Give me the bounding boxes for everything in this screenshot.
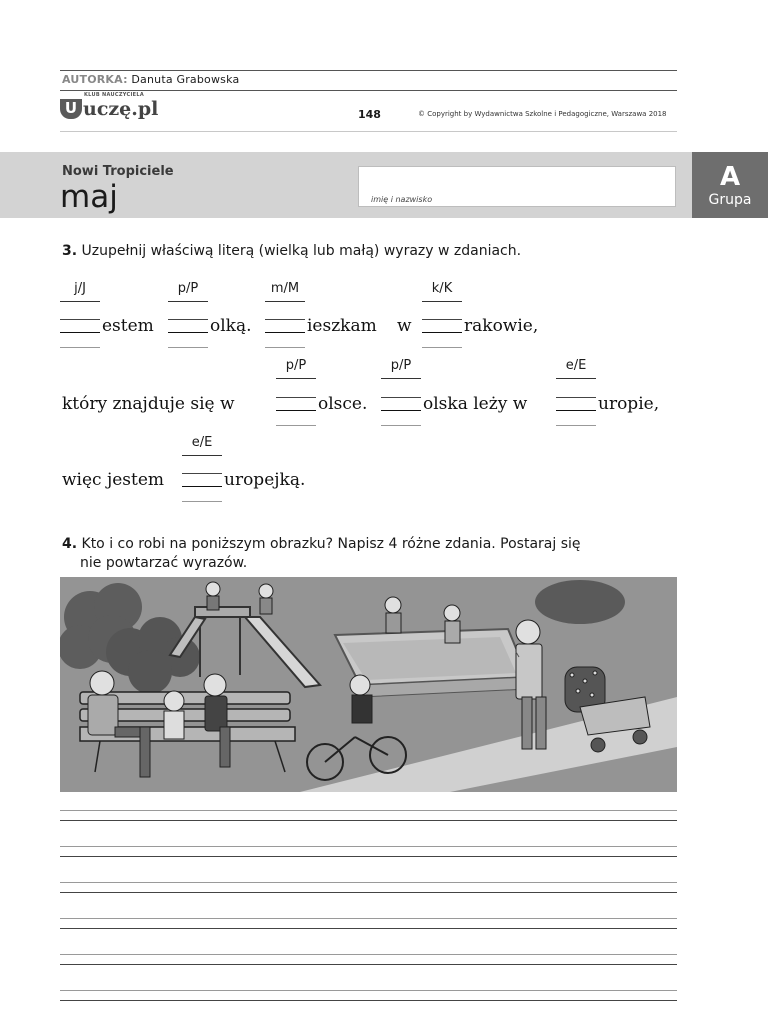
hint-label: e/E	[182, 435, 222, 450]
name-field-label: imię i nazwisko	[371, 195, 433, 204]
hint-label: p/P	[381, 358, 421, 373]
task3-number: 3.	[62, 243, 78, 259]
letter-blank[interactable]	[182, 473, 222, 501]
sentence-fragment: w	[397, 316, 412, 336]
writing-line[interactable]	[60, 846, 677, 857]
task4-instruction: 4. Kto i co robi na poniższym obrazku? Napisz 4 różne zdania. Postaraj się	[62, 536, 581, 552]
sentence-fragment: uropejką.	[224, 470, 306, 490]
task4-instruction-line2: nie powtarzać wyrazów.	[80, 555, 248, 571]
sentence-fragment: więc jestem	[62, 470, 165, 490]
hint-label: p/P	[276, 358, 316, 373]
writing-line[interactable]	[60, 918, 677, 929]
park-illustration	[60, 577, 677, 792]
hint-label: p/P	[168, 281, 208, 296]
divider	[60, 70, 677, 71]
hint-label: e/E	[556, 358, 596, 373]
writing-line[interactable]	[60, 882, 677, 893]
sentence-fragment: który znajduje się w	[62, 394, 235, 414]
hint-label: j/J	[60, 281, 100, 296]
group-letter: A	[719, 162, 741, 192]
task3-instruction: 3. Uzupełnij właściwą literą (wielką lub małą) wyrazy w zdaniach.	[62, 243, 522, 259]
hint-label: m/M	[265, 281, 305, 296]
series-title: Nowi Tropiciele	[62, 164, 174, 179]
hint-label: k/K	[422, 281, 462, 296]
sentence-fragment: ieszkam	[307, 316, 377, 336]
sentence-fragment: olką.	[210, 316, 252, 336]
author-label: AUTORKA:	[62, 73, 128, 86]
writing-line[interactable]	[60, 810, 677, 821]
letter-blank[interactable]	[276, 397, 316, 425]
sentence-fragment: estem	[102, 316, 154, 336]
sentence-fragment: olsce.	[318, 394, 368, 414]
letter-blank[interactable]	[168, 319, 208, 347]
task4-number: 4.	[62, 536, 78, 552]
copyright: © Copyright by Wydawnictwa Szkolne i Pedagogiczne, Warszawa 2018	[418, 110, 667, 118]
logo-u-icon: U	[60, 99, 82, 119]
writing-line[interactable]	[60, 990, 677, 1001]
logo-text: uczę.pl	[83, 98, 159, 120]
sentence-fragment: rakowie,	[464, 316, 539, 336]
letter-blank[interactable]	[60, 319, 100, 347]
author-name: Danuta Grabowska	[131, 73, 240, 86]
letter-blank[interactable]	[265, 319, 305, 347]
divider	[60, 90, 677, 91]
sentence-fragment: olska leży w	[423, 394, 528, 414]
publisher-logo	[60, 92, 159, 124]
writing-line[interactable]	[60, 954, 677, 965]
sentence-fragment: uropie,	[598, 394, 660, 414]
author-line	[62, 73, 239, 86]
group-word: Grupa	[708, 192, 752, 208]
letter-blank[interactable]	[422, 319, 462, 347]
logo-small-text: KLUB NAUCZYCIELA	[84, 92, 144, 98]
letter-blank[interactable]	[556, 397, 596, 425]
letter-blank[interactable]	[381, 397, 421, 425]
page-number: 148	[358, 108, 381, 121]
divider	[60, 131, 677, 132]
group-badge	[692, 152, 768, 218]
name-field[interactable]	[358, 166, 676, 207]
month-title: maj	[60, 179, 118, 215]
bush-right	[535, 580, 625, 624]
